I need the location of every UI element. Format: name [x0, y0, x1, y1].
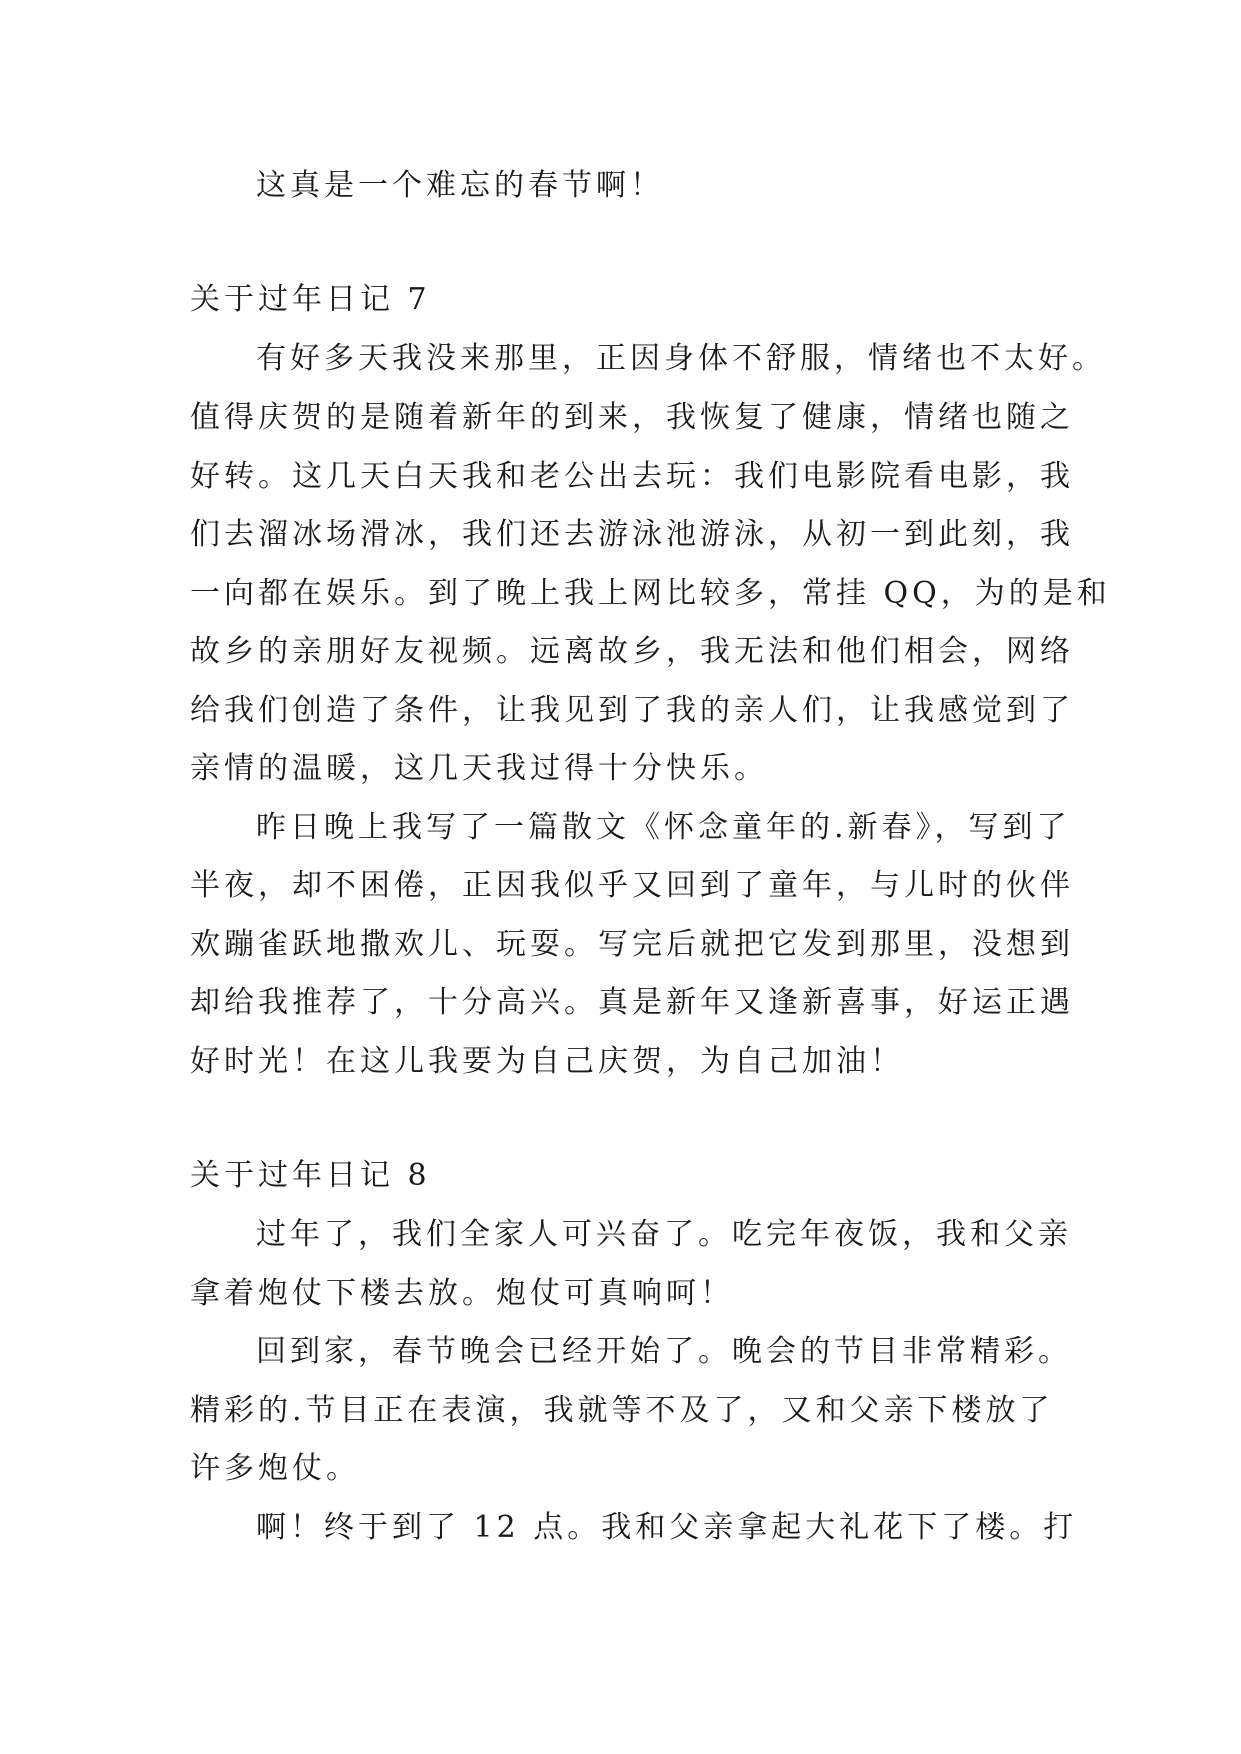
paragraph-line: 过年了，我们全家人可兴奋了。吃完年夜饭，我和父亲 [256, 1217, 1072, 1252]
paragraph-line: 一向都在娱乐。到了晚上我上网比较多，常挂 QQ，为的是和 [190, 576, 1111, 611]
paragraph-line: 回到家，春节晚会已经开始了。晚会的节目非常精彩。 [256, 1334, 1072, 1369]
paragraph-line: 半夜，却不困倦，正因我似乎又回到了童年，与儿时的伙伴 [190, 868, 1074, 903]
paragraph-line: 亲情的温暖，这几天我过得十分快乐。 [190, 751, 768, 786]
section-heading-7: 关于过年日记 7 [190, 282, 431, 317]
paragraph-line: 好转。这几天白天我和老公出去玩：我们电影院看电影，我 [190, 459, 1074, 494]
paragraph-line: 有好多天我没来那里，正因身体不舒服，情绪也不太好。 [256, 341, 1106, 376]
section-heading-8: 关于过年日记 8 [190, 1158, 431, 1193]
paragraph-line: 精彩的.节目正在表演，我就等不及了，又和父亲下楼放了 [190, 1393, 1054, 1428]
paragraph-line: 好时光！在这儿我要为自己庆贺，为自己加油！ [190, 1044, 904, 1079]
paragraph-line: 许多炮仗。 [190, 1451, 360, 1486]
paragraph-line: 昨日晚上我写了一篇散文《怀念童年的.新春》，写到了 [256, 810, 1071, 845]
paragraph-line: 却给我推荐了，十分高兴。真是新年又逢新喜事，好运正遇 [190, 985, 1074, 1020]
paragraph-line: 故乡的亲朋好友视频。远离故乡，我无法和他们相会，网络 [190, 634, 1074, 669]
paragraph-line: 拿着炮仗下楼去放。炮仗可真响呵！ [190, 1276, 734, 1311]
paragraph-line: 给我们创造了条件，让我见到了我的亲人们，让我感觉到了 [190, 693, 1074, 728]
paragraph-line: 这真是一个难忘的春节啊！ [256, 168, 664, 203]
paragraph-line: 啊！终于到了 12 点。我和父亲拿起大礼花下了楼。打 [256, 1510, 1078, 1545]
paragraph-line: 欢蹦雀跃地撒欢儿、玩耍。写完后就把它发到那里，没想到 [190, 927, 1074, 962]
paragraph-line: 们去溜冰场滑冰，我们还去游泳池游泳，从初一到此刻，我 [190, 517, 1074, 552]
paragraph-line: 值得庆贺的是随着新年的到来，我恢复了健康，情绪也随之 [190, 400, 1074, 435]
